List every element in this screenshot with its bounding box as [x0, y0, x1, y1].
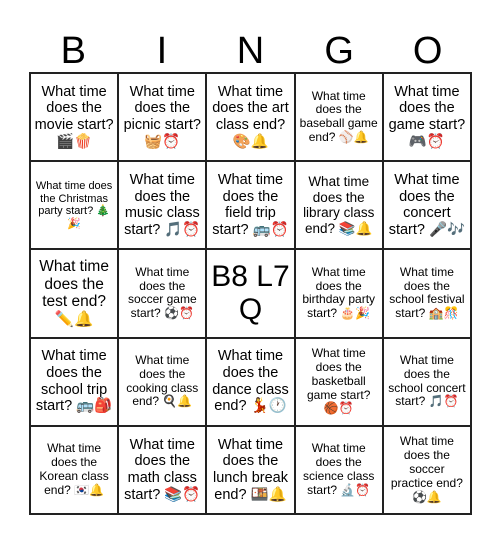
header-letter-b: B — [60, 29, 86, 72]
cell-text: What time does the basketball game start? 🏀⏰ — [307, 346, 371, 416]
cell-text: What time does the music class start? 🎵⏰ — [124, 171, 201, 238]
bingo-cell[interactable] — [383, 426, 471, 514]
cell-text: What time does the school festival start? 🏫🎊 — [389, 264, 465, 321]
cell-text: What time does the birthday party start? 🎂🎉 — [302, 264, 376, 321]
bingo-cell[interactable] — [30, 426, 118, 514]
bingo-cell[interactable] — [30, 73, 118, 161]
cell-text: What time does the soccer practice end? ⚽🔔 — [390, 434, 463, 504]
cell-text: What time does the concert start? 🎤🎶 — [388, 171, 466, 238]
bingo-cell[interactable] — [118, 249, 206, 337]
bingo-cell[interactable] — [118, 73, 206, 161]
cell-text: What time does the Korean class end? 🇰🇷🔔 — [39, 441, 109, 497]
bingo-cell[interactable] — [383, 249, 471, 337]
cell-text: What time does the science class start? 🔬⏰ — [303, 441, 375, 497]
cell-text: What time does the soccer game start? ⚽⏰ — [127, 264, 197, 321]
bingo-cell[interactable] — [383, 161, 471, 249]
cell-text: What time does the lunch break end? 🍱🔔 — [213, 436, 288, 503]
header-letter-g: G — [324, 29, 354, 72]
bingo-cell[interactable] — [206, 426, 294, 514]
cell-text: What time does the dance class end? 💃🕐 — [212, 348, 289, 415]
bingo-cell[interactable] — [206, 73, 294, 161]
bingo-header — [29, 26, 472, 76]
bingo-cell[interactable] — [30, 161, 118, 249]
bingo-cell[interactable] — [30, 338, 118, 426]
bingo-cell[interactable] — [295, 426, 383, 514]
header-letter-n: N — [236, 29, 265, 72]
cell-text: What time does the Christmas party start? 🎄🎉 — [35, 180, 113, 230]
bingo-board — [29, 72, 472, 515]
free-space-cell[interactable] — [206, 249, 294, 337]
cell-text: What time does the library class end? 📚🔔 — [303, 174, 375, 236]
bingo-cell[interactable] — [118, 161, 206, 249]
bingo-cell[interactable] — [118, 338, 206, 426]
free-space-text: B8 L7 Q — [211, 260, 290, 327]
bingo-cell[interactable] — [295, 73, 383, 161]
header-letter-i: I — [156, 29, 168, 72]
bingo-cell[interactable] — [30, 249, 118, 337]
cell-text: What time does the school trip start? 🚌🎒 — [35, 348, 113, 415]
cell-text: What time does the math class start? 📚⏰ — [124, 436, 201, 503]
cell-text: What time does the test end? ✏️🔔 — [39, 257, 109, 329]
cell-text: What time does the baseball game end? ⚾🔔 — [299, 88, 378, 144]
bingo-cell[interactable] — [383, 338, 471, 426]
bingo-cell[interactable] — [295, 338, 383, 426]
cell-text: What time does the field trip start? 🚌⏰ — [212, 171, 289, 238]
bingo-cell[interactable] — [295, 161, 383, 249]
cell-text: What time does the school concert start? 🎵⏰ — [388, 353, 466, 409]
cell-text: What time does the art class end? 🎨🔔 — [212, 83, 289, 150]
cell-text: What time does the cooking class end? 🍳🔔 — [126, 353, 199, 409]
bingo-cell[interactable] — [118, 426, 206, 514]
bingo-cell[interactable] — [383, 73, 471, 161]
header-letter-o: O — [412, 29, 443, 72]
cell-text: What time does the movie start? 🎬🍿 — [34, 83, 114, 150]
bingo-cell[interactable] — [295, 249, 383, 337]
bingo-cell[interactable] — [206, 338, 294, 426]
bingo-cell[interactable] — [206, 161, 294, 249]
cell-text: What time does the game start? 🎮⏰ — [388, 83, 466, 150]
cell-text: What time does the picnic start? 🧺⏰ — [123, 83, 201, 150]
